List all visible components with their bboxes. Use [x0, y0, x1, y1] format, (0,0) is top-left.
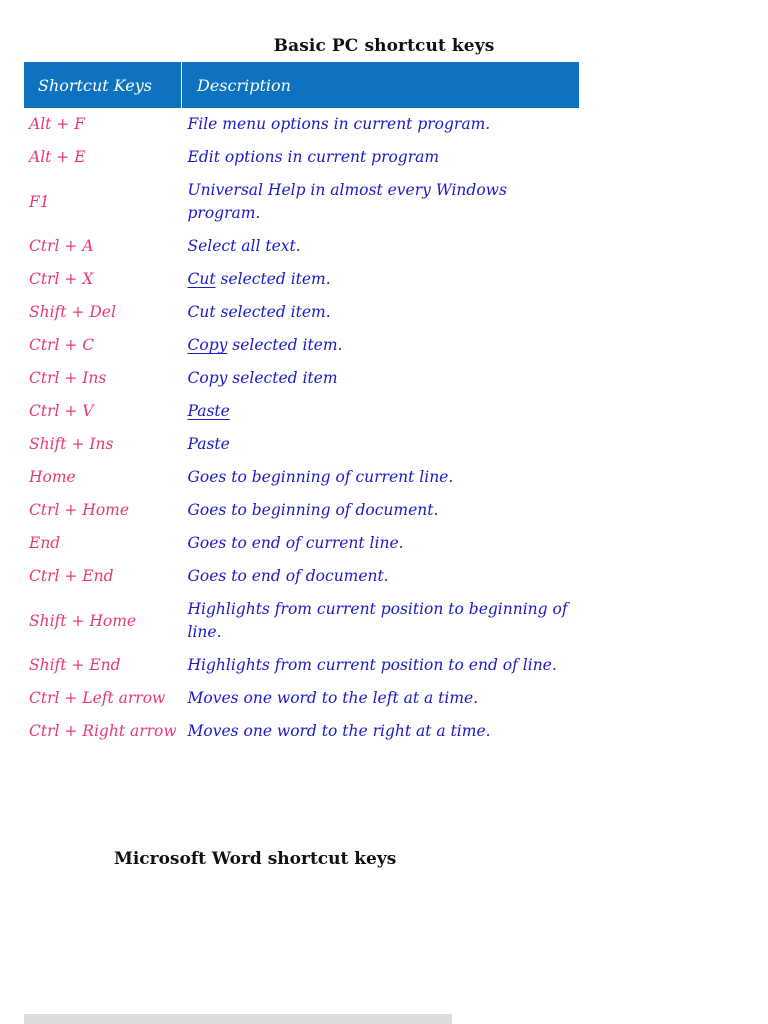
- table-row: [24, 362, 579, 395]
- description-text: Moves one word to the left at a time.: [187, 689, 479, 707]
- description-cell: [182, 428, 580, 461]
- shortcut-table: [24, 62, 579, 748]
- description-text: Moves one word to the right at a time.: [187, 722, 491, 740]
- description-link[interactable]: Paste: [187, 402, 230, 420]
- section-title: Microsoft Word shortcut keys: [114, 849, 397, 869]
- shortcut-key-cell: Shift + Home: [29, 611, 137, 630]
- column-header-description: Description: [182, 62, 580, 108]
- description-cell: [182, 494, 580, 527]
- shortcut-key-cell: Alt + F: [29, 115, 85, 133]
- shortcut-key-cell: Ctrl + A: [29, 237, 94, 255]
- shortcut-key-cell: Ctrl + C: [29, 336, 95, 354]
- table-row: [24, 174, 579, 230]
- table-row: [24, 560, 579, 593]
- shortcut-key-cell: Ctrl + Right arrow: [29, 722, 177, 740]
- page-title: Basic PC shortcut keys: [273, 36, 495, 56]
- description-cell: [182, 329, 580, 362]
- description-text: Copy selected item: [187, 369, 338, 387]
- description-cell: [182, 141, 580, 174]
- shortcut-key-cell: Ctrl + V: [29, 402, 94, 420]
- shortcut-key-cell: End: [29, 534, 61, 552]
- description-cell: [182, 108, 580, 141]
- table-row: [24, 395, 579, 428]
- shortcut-key-cell: Home: [29, 468, 76, 486]
- footer-bar: [24, 1014, 452, 1024]
- shortcut-key-cell: F1: [29, 192, 50, 211]
- description-text: Select all text.: [187, 237, 301, 255]
- description-text: Goes to end of current line.: [187, 534, 404, 552]
- description-link[interactable]: Cut: [187, 270, 216, 288]
- table-row: [24, 263, 579, 296]
- table-row: [24, 527, 579, 560]
- table-row: [24, 428, 579, 461]
- description-text: Edit options in current program: [187, 148, 440, 166]
- description-cell: [182, 682, 580, 715]
- description-text: Paste: [187, 435, 230, 453]
- description-cell: [182, 230, 580, 263]
- table-body: [24, 108, 579, 748]
- shortcut-key-cell: Alt + E: [29, 148, 86, 166]
- table-row: [24, 329, 579, 362]
- description-text: Goes to beginning of document.: [187, 501, 439, 519]
- table-row: [24, 461, 579, 494]
- shortcut-key-cell: Ctrl + X: [29, 270, 94, 288]
- description-cell: [182, 362, 580, 395]
- shortcut-key-cell: Ctrl + Home: [29, 501, 130, 519]
- description-text: File menu options in current program.: [187, 115, 491, 133]
- description-text: Universal Help in almost every Windows program.: [187, 181, 512, 222]
- shortcut-key-cell: Shift + End: [29, 656, 121, 674]
- shortcut-key-cell: Shift + Ins: [29, 435, 114, 453]
- description-cell: [182, 174, 580, 230]
- shortcut-key-cell: Ctrl + Ins: [29, 369, 107, 387]
- table-row: [24, 649, 579, 682]
- description-cell: [182, 395, 580, 428]
- shortcut-key-cell: Shift + Del: [29, 303, 116, 321]
- table-row: [24, 296, 579, 329]
- column-header-shortcut-keys: Shortcut Keys: [24, 62, 182, 108]
- description-text: Goes to beginning of current line.: [187, 468, 454, 486]
- description-cell: [182, 527, 580, 560]
- table-row: [24, 593, 579, 649]
- table-row: [24, 715, 579, 748]
- description-cell: [182, 461, 580, 494]
- description-text: selected item.: [227, 336, 343, 354]
- description-cell: [182, 560, 580, 593]
- table-row: [24, 494, 579, 527]
- description-text: Highlights from current position to beginning of line.: [187, 600, 573, 641]
- description-cell: [182, 593, 580, 649]
- table-row: [24, 108, 579, 141]
- table-row: [24, 682, 579, 715]
- description-text: Highlights from current position to end of line.: [187, 656, 557, 674]
- table-row: [24, 230, 579, 263]
- table-row: [24, 141, 579, 174]
- shortcut-key-cell: Ctrl + End: [29, 567, 114, 585]
- description-cell: [182, 263, 580, 296]
- description-link[interactable]: Copy: [187, 336, 228, 354]
- description-cell: [182, 715, 580, 748]
- shortcut-key-cell: Ctrl + Left arrow: [29, 689, 166, 707]
- description-text: Goes to end of document.: [187, 567, 389, 585]
- description-text: Cut selected item.: [187, 303, 331, 321]
- description-cell: [182, 296, 580, 329]
- description-cell: [182, 649, 580, 682]
- description-text: selected item.: [215, 270, 331, 288]
- table-header-row: [24, 62, 579, 108]
